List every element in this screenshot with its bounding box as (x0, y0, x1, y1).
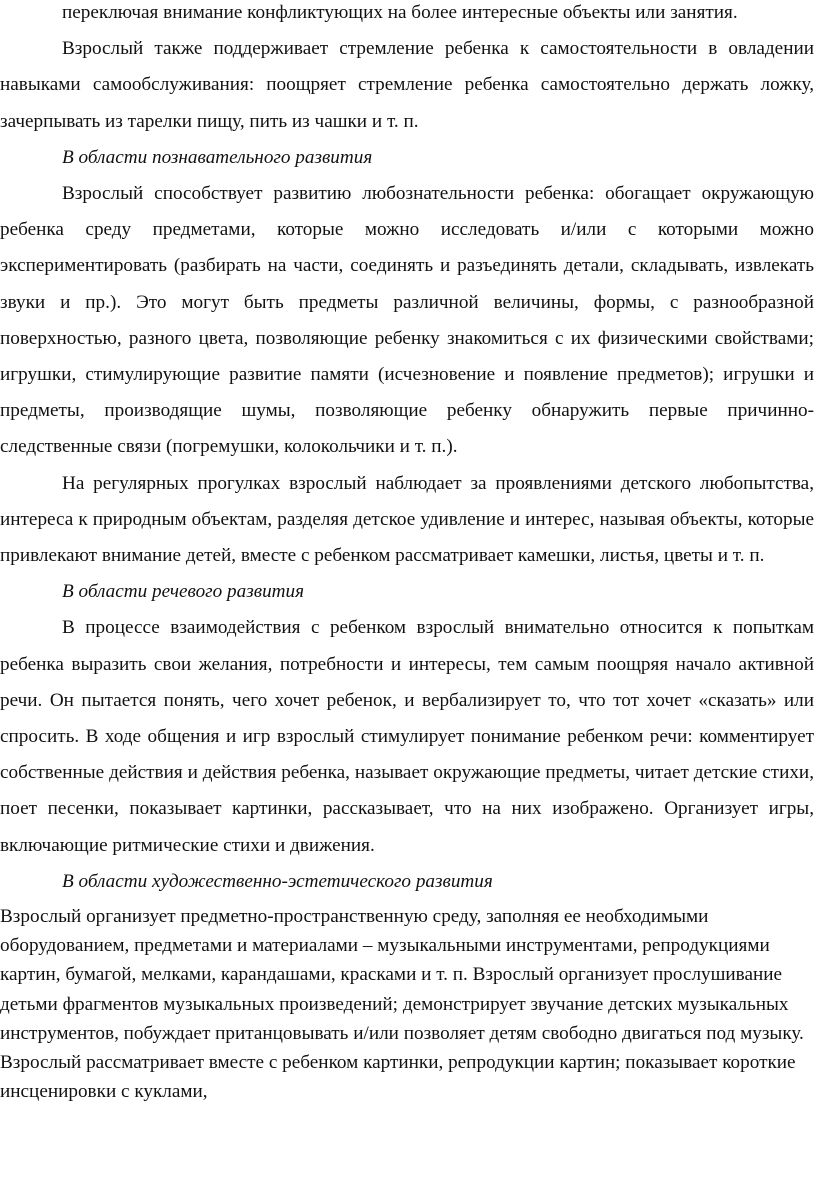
section-heading-speech: В области речевого развития (62, 581, 305, 603)
section-heading-cognitive: В области познавательного развития (62, 146, 373, 168)
paragraph-curiosity: Взрослый способствует развитию любознательности ребенка: обогащает окружающую ребенка среду предметами, которые можно исследовать и/или с которыми можно экспериментировать (разбирать на части, соединять и разъединять детали, складывать, извлекать звуки и пр.). Это могут быть предметы различной величины, формы, с разнообразной поверхностью, разного цвета, позволяющие ребенку знакомиться с их физическими свойствами; игрушки, стимулирующие развитие памяти (исчезновение и появление предметов); игрушки и предметы, производящие шумы, позволяющие ребенку обнаружить первые причинно-следственные связи (погремушки, колокольчики и т. п.). (0, 183, 814, 458)
paragraph-aesthetic: Взрослый организует предметно-пространственную среду, заполняя ее необходимыми оборудованием, предметами и материалами – музыкальными инструментами, репродукциями картин, бумагой, мелками, карандашами, красками и т. п. Взрослый организует прослушивание детьми фрагментов музыкальных произведений; демонстрирует звучание детских музыкальных инструментов, побуждает пританцовывать и/или позволяет детям свободно двигаться под музыку. Взрослый рассматривает вместе с ребенком картинки, репродукции картин; показывает короткие инсценировки с куклами, (0, 906, 804, 1103)
paragraph-walks: На регулярных прогулках взрослый наблюдает за проявлениями детского любопытства, интереса к природным объектам, разделяя детское удивление и интерес, называя объекты, которые привлекают внимание детей, вместе с ребенком рассматривает камешки, листья, цветы и т. п. (0, 472, 814, 567)
section-heading-aesthetic: В области художественно-эстетического развития (62, 870, 493, 892)
paragraph-self-care: Взрослый также поддерживает стремление ребенка к самостоятельности в овладении навыками самообслуживания: поощряет стремление ребенка самостоятельно держать ложку, зачерпывать из тарелки пищу, пить из чашки и т. п. (0, 38, 814, 132)
paragraph-continuation: переключая внимание конфликтующих на более интересные объекты или занятия. (62, 2, 738, 23)
paragraph-speech: В процессе взаимодействия с ребенком взрослый внимательно относится к попыткам ребенка выразить свои желания, потребности и интересы, тем самым поощряя начало активной речи. Он пытается понять, чего хочет ребенок, и вербализирует то, что тот хочет «сказать» или спросить. В ходе общения и игр взрослый стимулирует понимание ребенком речи: комментирует собственные действия и действия ребенка, называет окружающие предметы, читает детские стихи, поет песенки, показывает картинки, рассказывает, что на них изображено. Организует игры, включающие ритмические стихи и движения. (0, 617, 814, 856)
